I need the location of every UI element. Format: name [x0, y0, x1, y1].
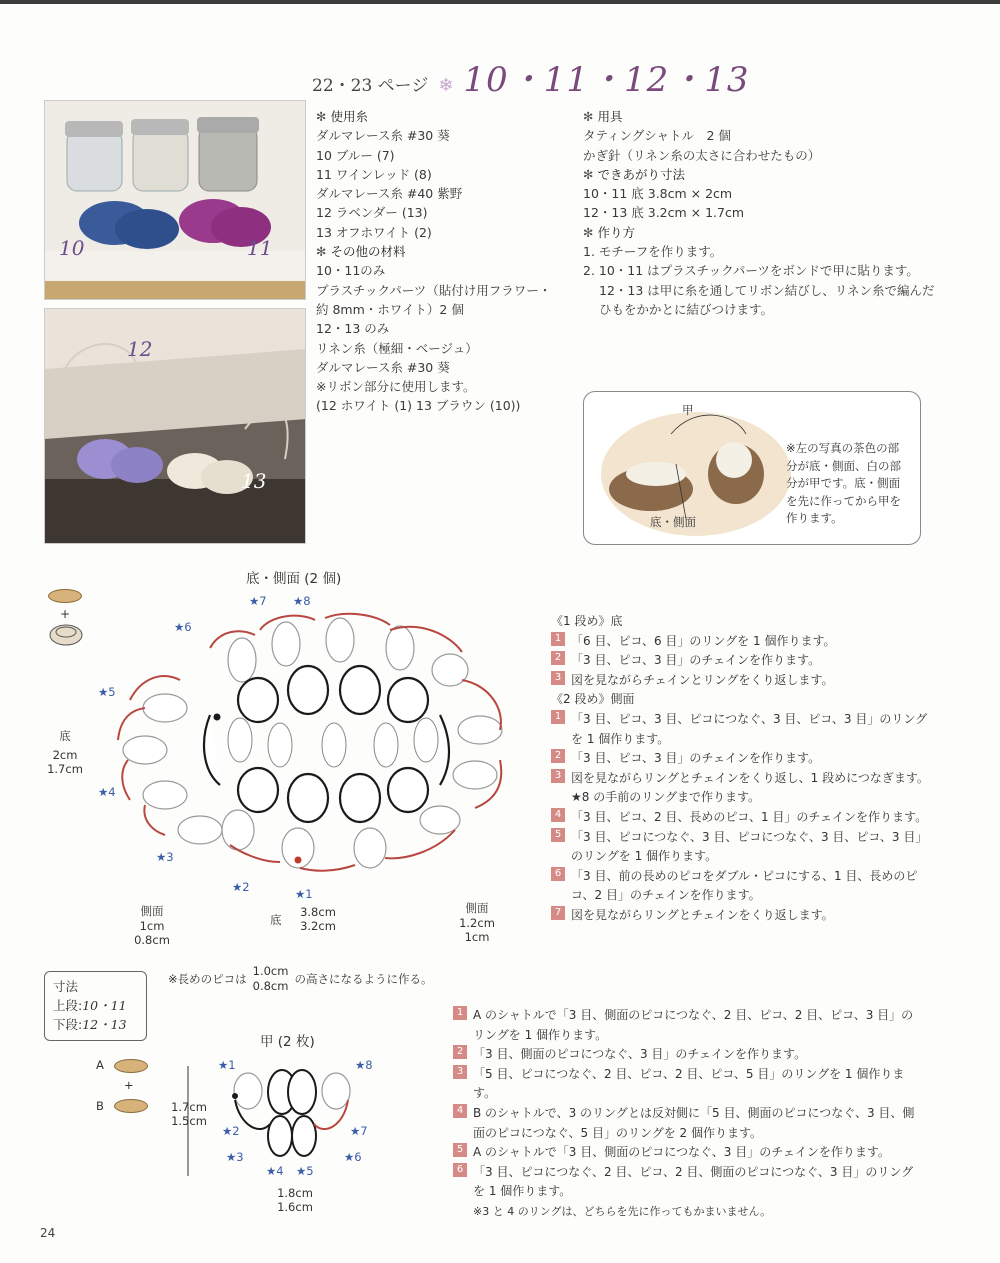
step-item — [551, 749, 931, 769]
note-line: 分が甲です。底・側面 — [786, 476, 901, 490]
method-heading: ✻ 作り方 — [583, 223, 963, 242]
page-ref: 22・23 ページ — [312, 76, 429, 96]
side-right-label: 側面 — [465, 901, 489, 915]
tools-line: タティングシャトル 2 個 — [583, 128, 731, 144]
page-title — [312, 52, 749, 102]
line-label: 上段: — [53, 998, 83, 1013]
yarn-line: 13 オフホワイト (2) — [316, 224, 432, 240]
sole-height-values — [40, 748, 90, 776]
yarn-line: 12 ラベンダー (13) — [316, 205, 428, 221]
photo-label-11: 11 — [247, 236, 273, 260]
instep-width-value: 1.8cm — [277, 1186, 313, 1200]
note-line: ※左の写真の茶色の部 — [786, 441, 900, 455]
method-line: 1. モチーフを作ります。 — [583, 244, 723, 260]
start-dot-black — [214, 714, 221, 721]
step-number: 4 — [453, 1104, 467, 1118]
other-line: (12 ホワイト (1) 13 ブラウン (10)) — [316, 398, 521, 414]
method-line: ひもをかかとに結びつけます。 — [599, 301, 774, 317]
photo-label-top: 甲 — [682, 403, 694, 417]
other-line: リネン糸（極細・ベージュ） — [316, 340, 478, 356]
step-number: 3 — [551, 671, 565, 685]
height-value: 2cm — [52, 748, 78, 762]
step-item — [551, 808, 931, 828]
step-number: 4 — [551, 808, 565, 822]
side-left-value: 0.8cm — [134, 933, 170, 947]
step-item — [551, 867, 931, 906]
star-7: ★7 — [249, 594, 267, 608]
step-text: 図を見ながらリングとチェインをくり返します。 — [571, 907, 834, 922]
round2-heading: 《2 段め》側面 — [551, 692, 635, 707]
size-legend-line — [53, 1015, 138, 1034]
size-legend-heading: 寸法 — [53, 979, 79, 994]
step-text: 「3 目、ピコ、3 目、ピコにつなぐ、3 目、ピコ、3 目」のリングを 1 個作ります。 — [571, 711, 928, 746]
step-item — [551, 651, 931, 671]
other-line: 12・13 のみ — [316, 321, 390, 337]
step-number: 2 — [551, 651, 565, 665]
shuttle-legend — [48, 588, 84, 651]
instep-star-5: ★5 — [296, 1164, 314, 1178]
side-left-value: 1cm — [139, 919, 165, 933]
photo-jars-shoes — [44, 100, 306, 300]
instep-width-value: 1.6cm — [277, 1200, 313, 1214]
shoe-parts-photo — [596, 394, 796, 544]
picot-value: 1.0cm — [252, 964, 289, 978]
picot-values — [253, 964, 289, 994]
step-text: A のシャトルで「3 目、側面のピコにつなぐ、3 目」のチェインを作ります。 — [473, 1145, 890, 1160]
photo-note-text — [786, 440, 914, 528]
sole-height-label — [50, 728, 80, 744]
star-5: ★5 — [98, 685, 116, 699]
step-item — [453, 1104, 923, 1143]
step-number: 2 — [551, 749, 565, 763]
round1-heading: 《1 段め》底 — [551, 614, 623, 628]
sole-mid-value: 3.2cm — [300, 919, 336, 933]
step-item — [551, 671, 931, 691]
step-text: 「3 目、側面のピコにつなぐ、3 目」のチェインを作ります。 — [473, 1047, 807, 1062]
star-1: ★1 — [295, 887, 313, 901]
step-number: 2 — [453, 1045, 467, 1059]
step-text: 「3 目、ピコにつなぐ、2 目、ピコ、2 目、側面のピコにつなぐ、3 目」のリングを 1 個作ります。 — [473, 1164, 914, 1199]
other-materials-heading: ✻ その他の材料 — [316, 242, 576, 261]
photo-label-10: 10 — [59, 236, 85, 260]
shuttle-b-label: B — [96, 1099, 104, 1113]
step-number: 5 — [551, 828, 565, 842]
tools-line: かぎ針（リネン糸の太さに合わせたもの） — [583, 147, 821, 163]
step-item — [551, 710, 931, 749]
other-line: ※リボン部分に使用します。 — [316, 379, 476, 395]
star-6: ★6 — [174, 620, 192, 634]
step-number: 1 — [453, 1006, 467, 1020]
photo-label-13: 13 — [241, 469, 267, 493]
photo-label-12: 12 — [127, 337, 153, 361]
shuttle-a-label: A — [96, 1058, 104, 1072]
instep-star-2: ★2 — [222, 1124, 240, 1138]
photo-jars-illustration — [45, 101, 306, 300]
star-8: ★8 — [293, 594, 311, 608]
project-numbers: 10・11・12・13 — [463, 60, 750, 100]
sole-mid-value: 3.8cm — [300, 905, 336, 919]
instep-height-dim — [168, 1100, 210, 1128]
star-2: ★2 — [232, 880, 250, 894]
step-text: 「3 目、ピコにつなぐ、3 目、ピコにつなぐ、3 目、ピコ、3 目」のリングを 1 個作ります。 — [571, 829, 928, 864]
step-number: 6 — [551, 867, 565, 881]
shuttle-a-icon — [114, 1059, 148, 1073]
note-line: 分が底・側面、白の部 — [786, 458, 901, 473]
step-text: 「3 目、ピコ、3 目」のチェインを作ります。 — [571, 653, 821, 668]
snowflake-icon: ❄ — [438, 75, 454, 96]
step-item — [551, 906, 931, 926]
height-label: 底 — [59, 729, 71, 743]
picot-note-pre: ※長めのピコは — [168, 972, 247, 986]
side-right-value: 1.2cm — [459, 916, 495, 930]
instep-star-4: ★4 — [266, 1164, 284, 1178]
line-value: 10・11 — [82, 998, 127, 1013]
step-number: 3 — [551, 769, 565, 783]
step-item — [453, 1006, 923, 1045]
size-line: 12・13 底 3.2cm × 1.7cm — [583, 205, 745, 221]
other-line: 約 8mm・ホワイト）2 個 — [316, 301, 464, 317]
center-rings — [228, 718, 438, 767]
instep-diagram-title: 甲 (2 枚) — [260, 1034, 315, 1050]
shuttle-b-icon — [114, 1099, 148, 1113]
line-value: 12・13 — [82, 1017, 127, 1032]
sole-steps — [551, 612, 931, 926]
other-line: 10・11のみ — [316, 263, 386, 279]
tools-heading: ✻ 用具 — [583, 107, 963, 126]
instep-star-1: ★1 — [218, 1058, 236, 1072]
step-text: 「3 目、ピコ、3 目」のチェインを作ります。 — [571, 751, 821, 766]
photo-drawer-illustration — [45, 309, 306, 544]
step-item — [551, 828, 931, 867]
step-item — [453, 1065, 923, 1104]
step-text: 「6 目、ピコ、6 目」のリングを 1 個作ります。 — [571, 633, 836, 648]
side-right-value: 1cm — [464, 930, 490, 944]
other-line: プラスチックパーツ（貼付け用フラワー・ — [316, 282, 552, 298]
instep-height-value: 1.5cm — [171, 1114, 207, 1128]
height-value: 1.7cm — [47, 762, 83, 776]
side-right-dim — [455, 900, 499, 944]
side-left-dim — [130, 903, 174, 947]
yarn-line: 11 ワインレッド (8) — [316, 166, 432, 182]
step-number: 1 — [551, 632, 565, 646]
note-line: 作ります。 — [786, 511, 843, 525]
step-text: B のシャトルで、3 のリングとは反対側に「5 目、側面のピコにつなぐ、3 目、側面のピコにつなぐ、5 目」のリングを 2 個作ります。 — [473, 1105, 915, 1140]
plus-sign-instep: + — [124, 1078, 134, 1092]
step-number: 7 — [551, 906, 565, 920]
step-item — [551, 769, 931, 808]
step-number: 6 — [453, 1163, 467, 1177]
step-text: 「3 目、ピコ、2 目、長めのピコ、1 目」のチェインを作ります。 — [571, 809, 928, 824]
shuttle-icon — [48, 589, 82, 603]
step-text: 「5 目、ピコにつなぐ、2 目、ピコ、2 目、ピコ、5 目」のリングを 1 個作ります。 — [473, 1066, 905, 1101]
sole-diagram-title: 底・側面 (2 個) — [246, 571, 342, 587]
finished-size-heading: ✻ できあがり寸法 — [583, 165, 963, 184]
instep-footnote: ※3 と 4 のリングは、どちらを先に作ってもかまいません。 — [473, 1204, 772, 1218]
top-rule — [0, 0, 1000, 4]
step-item — [453, 1143, 923, 1163]
sole-mid-dim — [296, 905, 340, 933]
instep-star-8: ★8 — [355, 1058, 373, 1072]
method-line: 2. 10・11 はプラスチックパーツをボンドで甲に貼ります。 — [583, 263, 919, 279]
instep-star-6: ★6 — [344, 1150, 362, 1164]
instep-steps — [453, 1006, 923, 1222]
tools-section — [583, 107, 963, 319]
method-line: 12・13 は甲に糸を通してリボン結びし、リネン糸で編んだ — [599, 282, 935, 298]
note-line: を先に作ってから甲を — [786, 493, 901, 508]
step-text: 「3 目、前の長めのピコをダブル・ピコにする、1 目、長めのピコ、2 目」のチェインを作ります。 — [571, 868, 918, 903]
size-line: 10・11 底 3.8cm × 2cm — [583, 186, 733, 202]
picot-value: 0.8cm — [252, 979, 289, 993]
side-left-label: 側面 — [140, 904, 164, 918]
page-number: 24 — [40, 1226, 56, 1240]
yarn-line: ダルマレース糸 #30 葵 — [316, 128, 450, 144]
step-number: 5 — [453, 1143, 467, 1157]
photo-label-bottom: 底・側面 — [650, 515, 696, 529]
instep-star-7: ★7 — [350, 1124, 368, 1138]
instep-inner-rings — [268, 1070, 316, 1156]
instep-height-value: 1.7cm — [171, 1100, 207, 1114]
step-text: 図を見ながらリングとチェインをくり返し、1 段めにつなぎます。★8 の手前のリングまで作ります。 — [571, 770, 929, 805]
yarn-heading: ✻ 使用糸 — [316, 107, 576, 126]
instep-width-dim — [270, 1186, 320, 1214]
star-3: ★3 — [156, 850, 174, 864]
step-item — [453, 1163, 923, 1202]
step-number: 3 — [453, 1065, 467, 1079]
picot-note-post: の高さになるように作る。 — [294, 972, 433, 986]
start-dot-red — [295, 857, 302, 864]
step-item — [453, 1045, 923, 1065]
picot-note — [168, 964, 432, 994]
other-line: ダルマレース糸 #30 葵 — [316, 359, 450, 375]
size-legend-box — [44, 971, 147, 1041]
photo-note-box — [583, 391, 921, 545]
step-number: 1 — [551, 710, 565, 724]
yarn-line: 10 ブルー (7) — [316, 147, 395, 163]
yarn-line: ダルマレース糸 #40 紫野 — [316, 186, 463, 202]
size-legend-line — [53, 996, 138, 1015]
star-4: ★4 — [98, 785, 116, 799]
sole-mid-label: 底 — [270, 913, 282, 927]
step-text: 図を見ながらチェインとリングをくり返します。 — [571, 672, 834, 687]
thread-ball-icon — [48, 621, 84, 647]
line-label: 下段: — [53, 1017, 83, 1032]
materials-section — [316, 107, 576, 416]
plus-sign: + — [59, 607, 71, 621]
instep-star-3: ★3 — [226, 1150, 244, 1164]
photo-necklace-shoes — [44, 308, 306, 544]
step-text: A のシャトルで「3 目、側面のピコにつなぐ、2 目、ピコ、2 目、ピコ、3 目」のリングを 1 個作ります。 — [473, 1008, 914, 1042]
step-item — [551, 632, 931, 652]
